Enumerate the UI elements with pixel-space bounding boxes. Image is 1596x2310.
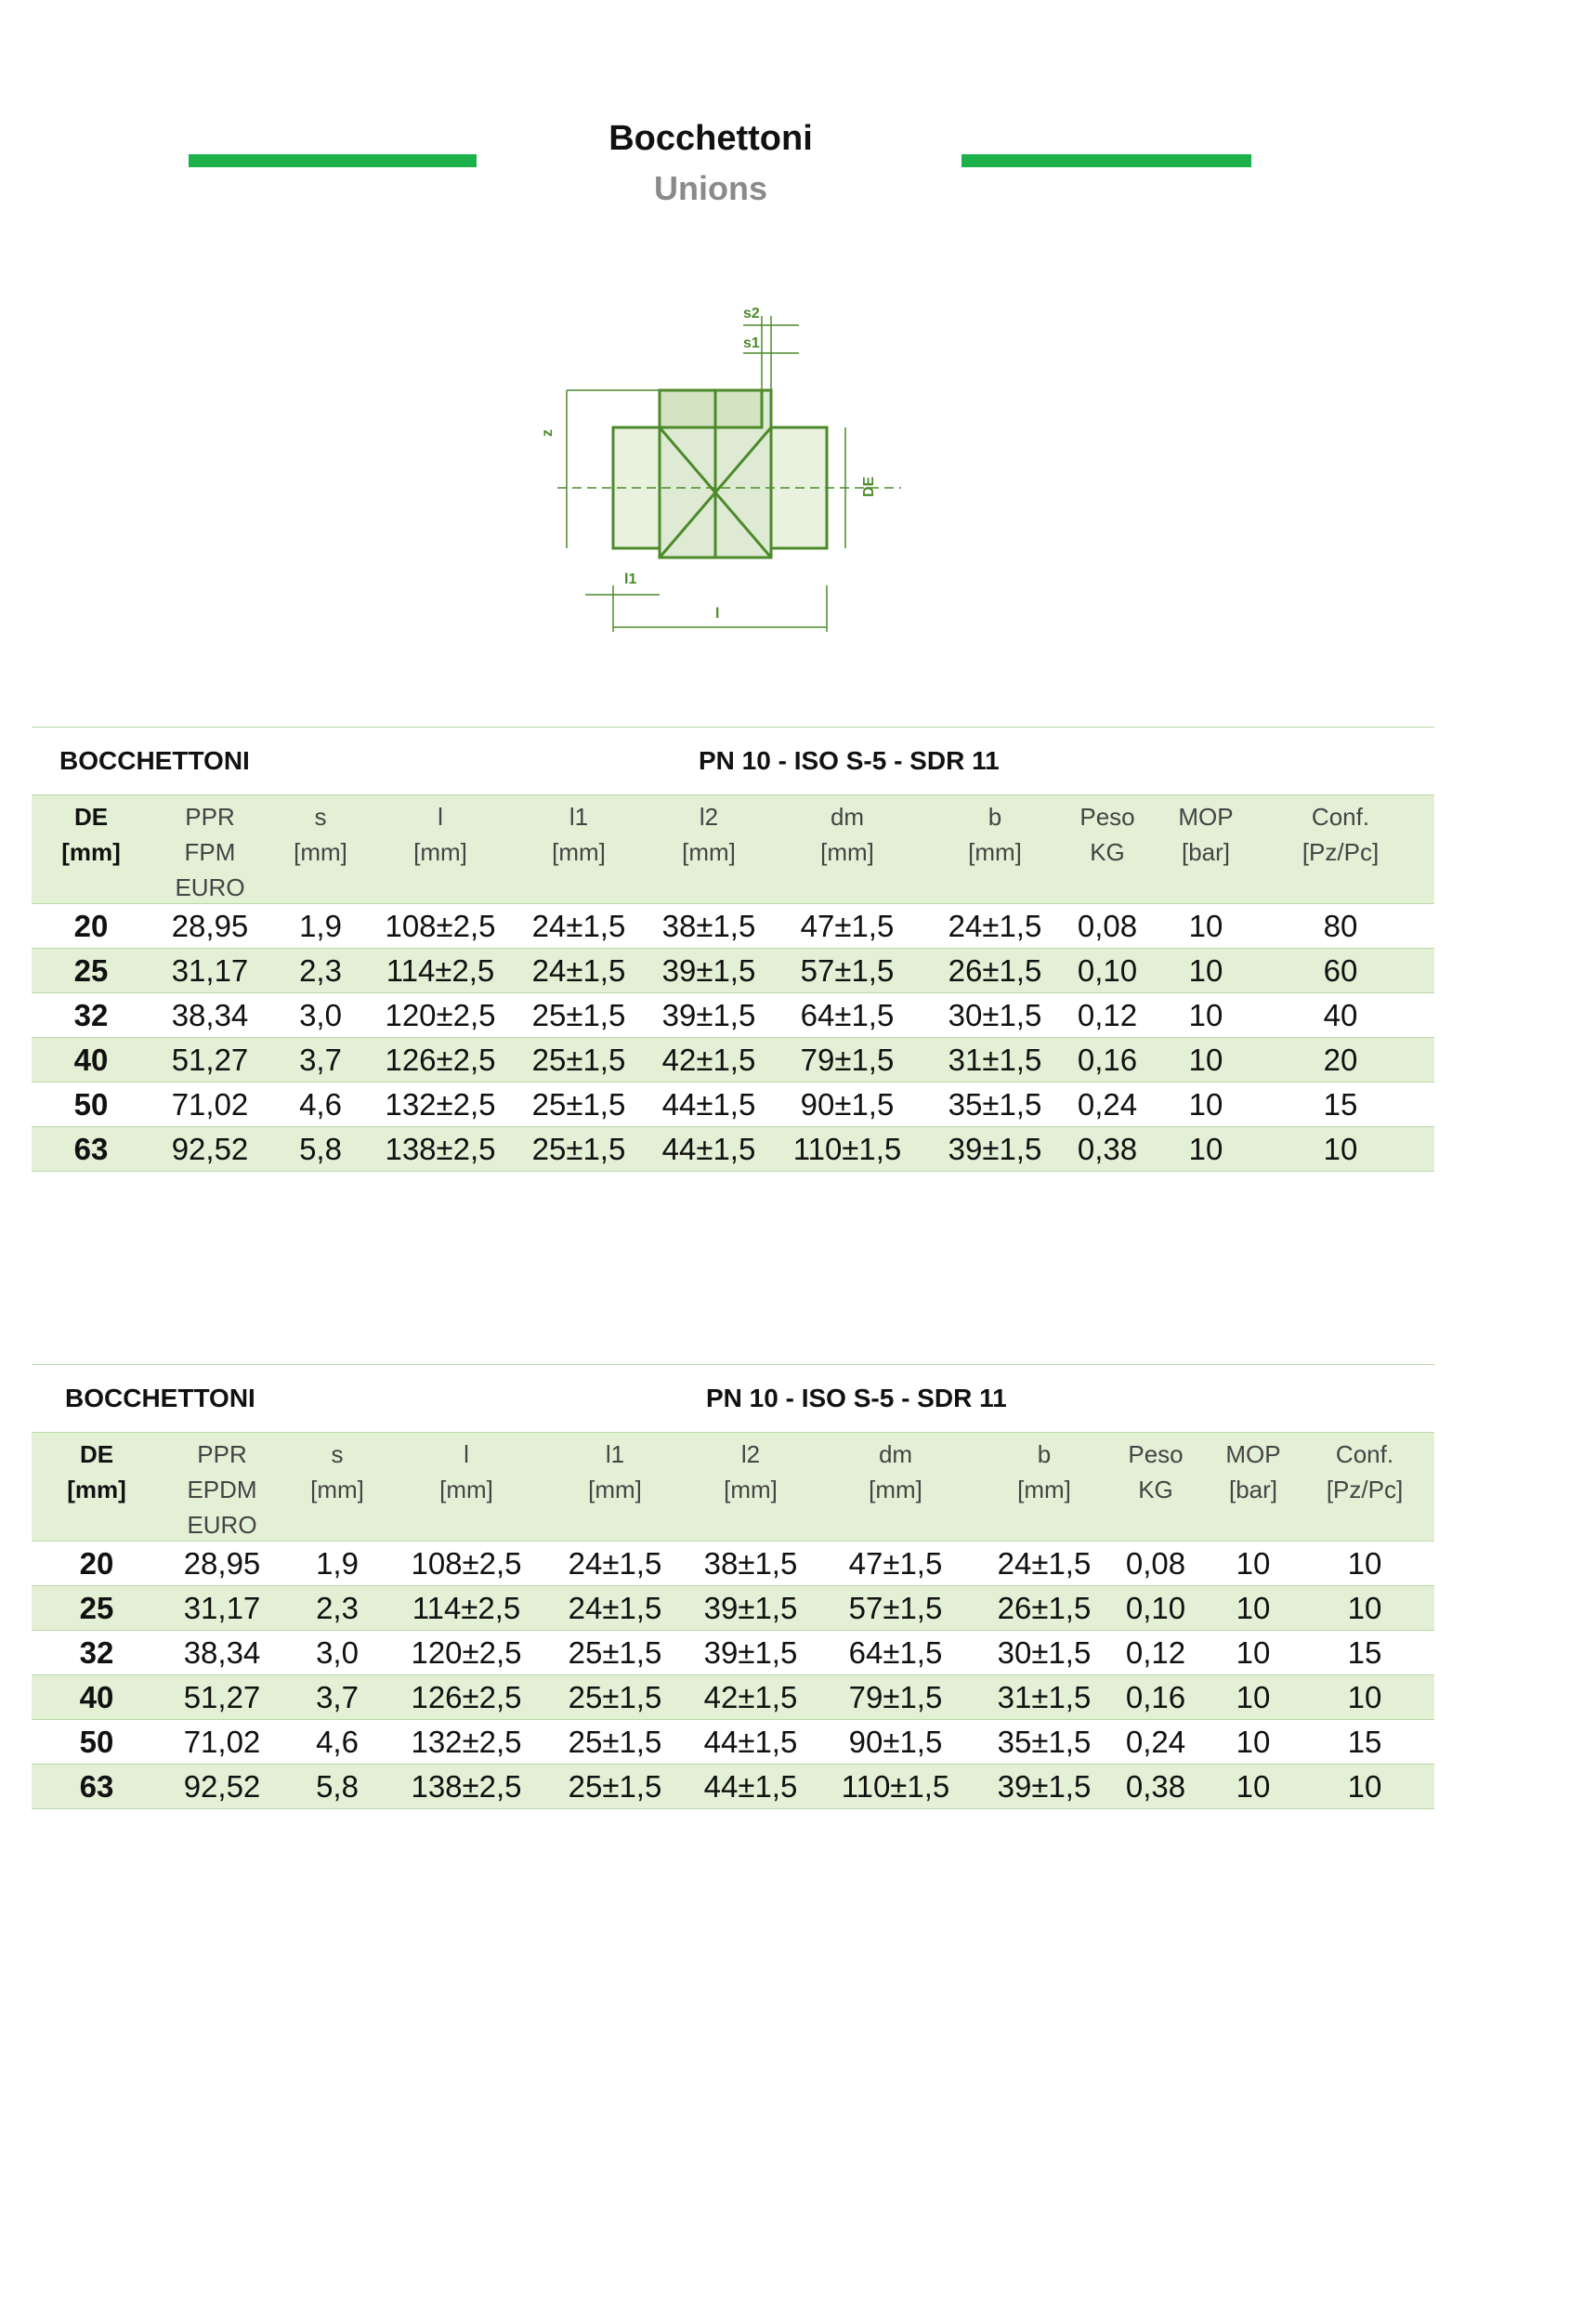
table-header — [32, 1432, 1434, 1542]
cell-l1: 25±1,5 — [568, 1634, 662, 1670]
cell-l2: 44±1,5 — [661, 1086, 756, 1122]
header-line: Peso — [1079, 803, 1135, 831]
cell-de: 63 — [73, 1131, 109, 1166]
cell-dm: 64±1,5 — [848, 1634, 943, 1670]
cell-b: 24±1,5 — [948, 908, 1042, 943]
header-line: l2 — [699, 803, 719, 831]
cell-l1: 25±1,5 — [531, 997, 626, 1032]
header-line: [mm] — [820, 838, 874, 866]
cell-l2: 39±1,5 — [661, 952, 756, 988]
header-line: DE — [73, 803, 109, 831]
table-row — [32, 1675, 1434, 1720]
table-row — [32, 1083, 1434, 1127]
cell-l1: 24±1,5 — [568, 1590, 662, 1625]
cell-s: 2,3 — [299, 952, 342, 988]
cell-b: 31±1,5 — [997, 1679, 1092, 1714]
cell-b: 30±1,5 — [997, 1634, 1092, 1670]
header-b — [925, 795, 1065, 903]
header-s — [269, 795, 372, 903]
cell-l1: 24±1,5 — [531, 952, 626, 988]
cell-de: 25 — [79, 1590, 114, 1625]
table-row — [32, 1586, 1434, 1631]
cell-ppr: 38,34 — [183, 1634, 261, 1670]
header-dm — [812, 1433, 979, 1541]
cell-mop: 10 — [1188, 997, 1223, 1032]
header-line: [mm] — [682, 838, 736, 866]
table-spec: PN 10 - ISO S-5 - SDR 11 — [699, 746, 1000, 775]
cell-peso: 0,24 — [1125, 1724, 1186, 1759]
cell-l: 108±2,5 — [385, 908, 496, 943]
header-line: [bar] — [1181, 838, 1231, 866]
table-name: BOCCHETTONI — [65, 1384, 255, 1412]
cell-s: 2,3 — [316, 1590, 359, 1625]
cell-peso: 0,38 — [1077, 1131, 1138, 1166]
cell-conf: 10 — [1347, 1679, 1382, 1714]
cell-peso: 0,12 — [1125, 1634, 1186, 1670]
cell-b: 35±1,5 — [948, 1086, 1042, 1122]
table-row — [32, 1765, 1434, 1809]
cell-l2: 44±1,5 — [703, 1768, 798, 1804]
header-line: [mm] — [294, 838, 347, 866]
cell-l: 120±2,5 — [385, 997, 496, 1032]
cell-ppr: 38,34 — [171, 997, 249, 1032]
cell-l1: 25±1,5 — [531, 1086, 626, 1122]
cell-conf: 15 — [1323, 1086, 1358, 1122]
header-line: DE — [79, 1440, 114, 1468]
cell-dm: 47±1,5 — [800, 908, 895, 943]
header-line: [mm] — [552, 838, 606, 866]
drawing-label-s2: s2 — [743, 306, 760, 322]
header-line: PPR — [197, 1440, 247, 1468]
cell-s: 5,8 — [299, 1131, 342, 1166]
header-line: [mm] — [413, 838, 467, 866]
cell-l: 138±2,5 — [411, 1768, 522, 1804]
table-row — [32, 993, 1434, 1038]
cell-conf: 15 — [1347, 1724, 1382, 1759]
header-line: s — [314, 803, 327, 831]
cell-de: 40 — [73, 1042, 109, 1077]
header-line: l1 — [605, 1440, 625, 1468]
cell-mop: 10 — [1236, 1724, 1271, 1759]
cell-dm: 79±1,5 — [800, 1042, 895, 1077]
cell-dm: 57±1,5 — [848, 1590, 943, 1625]
cell-l1: 25±1,5 — [531, 1131, 626, 1166]
header-line: [mm] — [61, 838, 121, 866]
table-body — [32, 904, 1434, 1172]
cell-b: 39±1,5 — [997, 1768, 1092, 1804]
header-l — [372, 795, 509, 903]
header-line: MOP — [1178, 803, 1234, 831]
cell-b: 31±1,5 — [948, 1042, 1042, 1077]
cell-peso: 0,12 — [1077, 997, 1138, 1032]
cell-l: 126±2,5 — [411, 1679, 522, 1714]
header-l — [392, 1433, 541, 1541]
cell-dm: 110±1,5 — [792, 1131, 902, 1166]
cell-conf: 20 — [1323, 1042, 1358, 1077]
header-peso — [1065, 795, 1150, 903]
cell-b: 35±1,5 — [997, 1724, 1092, 1759]
cell-de: 32 — [79, 1634, 114, 1670]
cell-de: 63 — [79, 1768, 114, 1804]
table-body — [32, 1542, 1434, 1809]
header-line: MOP — [1225, 1440, 1281, 1468]
cell-conf: 80 — [1323, 908, 1358, 943]
cell-ppr: 92,52 — [171, 1131, 249, 1166]
page-subtitle: Unions — [654, 169, 767, 207]
cell-peso: 0,38 — [1125, 1768, 1186, 1804]
cell-de: 20 — [79, 1545, 114, 1581]
cell-mop: 10 — [1236, 1679, 1271, 1714]
drawing-label-s1: s1 — [743, 335, 760, 351]
cell-l2: 38±1,5 — [703, 1545, 798, 1581]
header-line: Peso — [1128, 1440, 1184, 1468]
cell-l: 132±2,5 — [385, 1086, 496, 1122]
header-line: [Pz/Pc] — [1326, 1476, 1404, 1503]
cell-de: 50 — [79, 1724, 114, 1759]
header-ppr — [150, 795, 269, 903]
header-line: [mm] — [1017, 1476, 1071, 1503]
header-line: l — [464, 1440, 469, 1468]
header-de — [32, 795, 150, 903]
cell-dm: 110±1,5 — [841, 1768, 950, 1804]
cell-conf: 10 — [1347, 1545, 1382, 1581]
cell-conf: 10 — [1347, 1768, 1382, 1804]
header-line: EPDM — [187, 1476, 257, 1503]
cell-l1: 25±1,5 — [531, 1042, 626, 1077]
spec-table-fpm — [32, 727, 1434, 1172]
cell-mop: 10 — [1188, 908, 1223, 943]
cell-de: 50 — [73, 1086, 109, 1122]
cell-s: 4,6 — [316, 1724, 359, 1759]
header-line: [mm] — [588, 1476, 642, 1503]
cell-dm: 64±1,5 — [800, 997, 895, 1032]
cell-mop: 10 — [1188, 1042, 1223, 1077]
cell-l: 138±2,5 — [385, 1131, 496, 1166]
cell-s: 3,0 — [299, 997, 342, 1032]
header-l1 — [509, 795, 648, 903]
header-line: [bar] — [1228, 1476, 1278, 1503]
header-line: PPR — [185, 803, 235, 831]
header-line: l2 — [740, 1440, 761, 1468]
table-header — [32, 794, 1434, 904]
header-line: Conf. — [1311, 803, 1370, 831]
cell-de: 25 — [73, 952, 109, 988]
table-row — [32, 1720, 1434, 1765]
cell-conf: 60 — [1323, 952, 1358, 988]
cell-dm: 90±1,5 — [800, 1086, 895, 1122]
table-title-bar — [32, 727, 1434, 794]
header-line: [mm] — [724, 1476, 778, 1503]
header-line: EURO — [175, 873, 245, 901]
header-peso — [1109, 1433, 1202, 1541]
header-line: l — [438, 803, 443, 831]
table-row — [32, 1542, 1434, 1586]
cell-dm: 79±1,5 — [848, 1679, 943, 1714]
cell-l2: 42±1,5 — [661, 1042, 756, 1077]
cell-mop: 10 — [1236, 1545, 1271, 1581]
cell-l: 126±2,5 — [385, 1042, 496, 1077]
table-row — [32, 1127, 1434, 1172]
header-dm — [769, 795, 925, 903]
cell-l2: 39±1,5 — [661, 997, 756, 1032]
header-line: EURO — [187, 1511, 257, 1539]
drawing-label-z: z — [540, 429, 556, 437]
header-conf — [1304, 1433, 1425, 1541]
cell-l2: 39±1,5 — [703, 1590, 798, 1625]
header-line: [mm] — [310, 1476, 364, 1503]
cell-mop: 10 — [1236, 1768, 1271, 1804]
header-line: [Pz/Pc] — [1302, 838, 1380, 866]
cell-ppr: 31,17 — [183, 1590, 261, 1625]
cell-de: 40 — [79, 1679, 114, 1714]
header-line: b — [1037, 1440, 1052, 1468]
table-row — [32, 904, 1434, 949]
cell-peso: 0,10 — [1077, 952, 1138, 988]
cell-l2: 44±1,5 — [661, 1131, 756, 1166]
drawing-label-l: l — [715, 606, 720, 622]
header-conf — [1262, 795, 1419, 903]
cell-peso: 0,10 — [1125, 1590, 1186, 1625]
table-name: BOCCHETTONI — [59, 746, 250, 775]
header-line: l1 — [569, 803, 589, 831]
cell-peso: 0,16 — [1125, 1679, 1186, 1714]
cell-ppr: 28,95 — [183, 1545, 261, 1581]
cell-l2: 39±1,5 — [703, 1634, 798, 1670]
cell-mop: 10 — [1236, 1590, 1271, 1625]
cell-ppr: 71,02 — [171, 1086, 249, 1122]
cell-ppr: 28,95 — [171, 908, 249, 943]
cell-dm: 57±1,5 — [800, 952, 895, 988]
header-l2 — [689, 1433, 812, 1541]
cell-mop: 10 — [1188, 1131, 1223, 1166]
cell-mop: 10 — [1236, 1634, 1271, 1670]
cell-peso: 0,08 — [1077, 908, 1138, 943]
cell-s: 5,8 — [316, 1768, 359, 1804]
cell-s: 3,7 — [316, 1679, 359, 1714]
header-line: dm — [878, 1440, 913, 1468]
page-title: Bocchettoni — [608, 119, 813, 158]
header-mop — [1202, 1433, 1304, 1541]
cell-l: 132±2,5 — [411, 1724, 522, 1759]
union-technical-drawing — [540, 297, 910, 641]
header-line: [mm] — [968, 838, 1022, 866]
cell-b: 24±1,5 — [997, 1545, 1092, 1581]
drawing-label-l1: l1 — [624, 571, 637, 587]
cell-l1: 25±1,5 — [568, 1724, 662, 1759]
cell-s: 3,7 — [299, 1042, 342, 1077]
cell-mop: 10 — [1188, 952, 1223, 988]
cell-ppr: 51,27 — [171, 1042, 249, 1077]
cell-b: 30±1,5 — [948, 997, 1042, 1032]
cell-conf: 15 — [1347, 1634, 1382, 1670]
cell-peso: 0,16 — [1077, 1042, 1138, 1077]
cell-dm: 47±1,5 — [848, 1545, 943, 1581]
cell-l: 114±2,5 — [386, 952, 495, 988]
header-line: KG — [1138, 1476, 1173, 1503]
cell-l2: 38±1,5 — [661, 908, 756, 943]
spec-table-epdm — [32, 1364, 1434, 1809]
drawing-label-de: DE — [861, 476, 877, 497]
header-ppr — [162, 1433, 282, 1541]
cell-s: 3,0 — [316, 1634, 359, 1670]
cell-l2: 42±1,5 — [703, 1679, 798, 1714]
header-l2 — [648, 795, 769, 903]
header-line: KG — [1090, 838, 1125, 866]
header-line: dm — [830, 803, 865, 831]
cell-l1: 25±1,5 — [568, 1679, 662, 1714]
cell-peso: 0,08 — [1125, 1545, 1186, 1581]
cell-l1: 24±1,5 — [568, 1545, 662, 1581]
cell-conf: 10 — [1347, 1590, 1382, 1625]
table-row — [32, 949, 1434, 993]
cell-conf: 40 — [1323, 997, 1358, 1032]
cell-l: 114±2,5 — [412, 1590, 521, 1625]
table-title-bar — [32, 1364, 1434, 1432]
cell-b: 26±1,5 — [948, 952, 1042, 988]
cell-l: 120±2,5 — [411, 1634, 522, 1670]
header-line: Conf. — [1335, 1440, 1394, 1468]
cell-conf: 10 — [1323, 1131, 1358, 1166]
header-s — [282, 1433, 392, 1541]
header-mop — [1150, 795, 1262, 903]
header-line: b — [988, 803, 1002, 831]
cell-l2: 44±1,5 — [703, 1724, 798, 1759]
header-line: s — [331, 1440, 344, 1468]
header-line: [mm] — [439, 1476, 493, 1503]
cell-b: 39±1,5 — [948, 1131, 1042, 1166]
header-l1 — [541, 1433, 689, 1541]
cell-peso: 0,24 — [1077, 1086, 1138, 1122]
cell-de: 32 — [73, 997, 109, 1032]
cell-de: 20 — [73, 908, 109, 943]
cell-l1: 24±1,5 — [531, 908, 626, 943]
cell-ppr: 51,27 — [183, 1679, 261, 1714]
header-b — [979, 1433, 1109, 1541]
cell-b: 26±1,5 — [997, 1590, 1092, 1625]
cell-ppr: 71,02 — [183, 1724, 261, 1759]
header-line: FPM — [184, 838, 236, 866]
cell-ppr: 31,17 — [171, 952, 249, 988]
table-row — [32, 1038, 1434, 1083]
header-line: [mm] — [869, 1476, 922, 1503]
cell-s: 1,9 — [316, 1545, 359, 1581]
cell-mop: 10 — [1188, 1086, 1223, 1122]
header-de — [32, 1433, 162, 1541]
cell-l1: 25±1,5 — [568, 1768, 662, 1804]
table-row — [32, 1631, 1434, 1675]
header-line: [mm] — [67, 1476, 126, 1503]
table-spec: PN 10 - ISO S-5 - SDR 11 — [706, 1384, 1007, 1412]
cell-ppr: 92,52 — [183, 1768, 261, 1804]
cell-s: 4,6 — [299, 1086, 342, 1122]
cell-s: 1,9 — [299, 908, 342, 943]
cell-l: 108±2,5 — [411, 1545, 522, 1581]
cell-dm: 90±1,5 — [848, 1724, 943, 1759]
